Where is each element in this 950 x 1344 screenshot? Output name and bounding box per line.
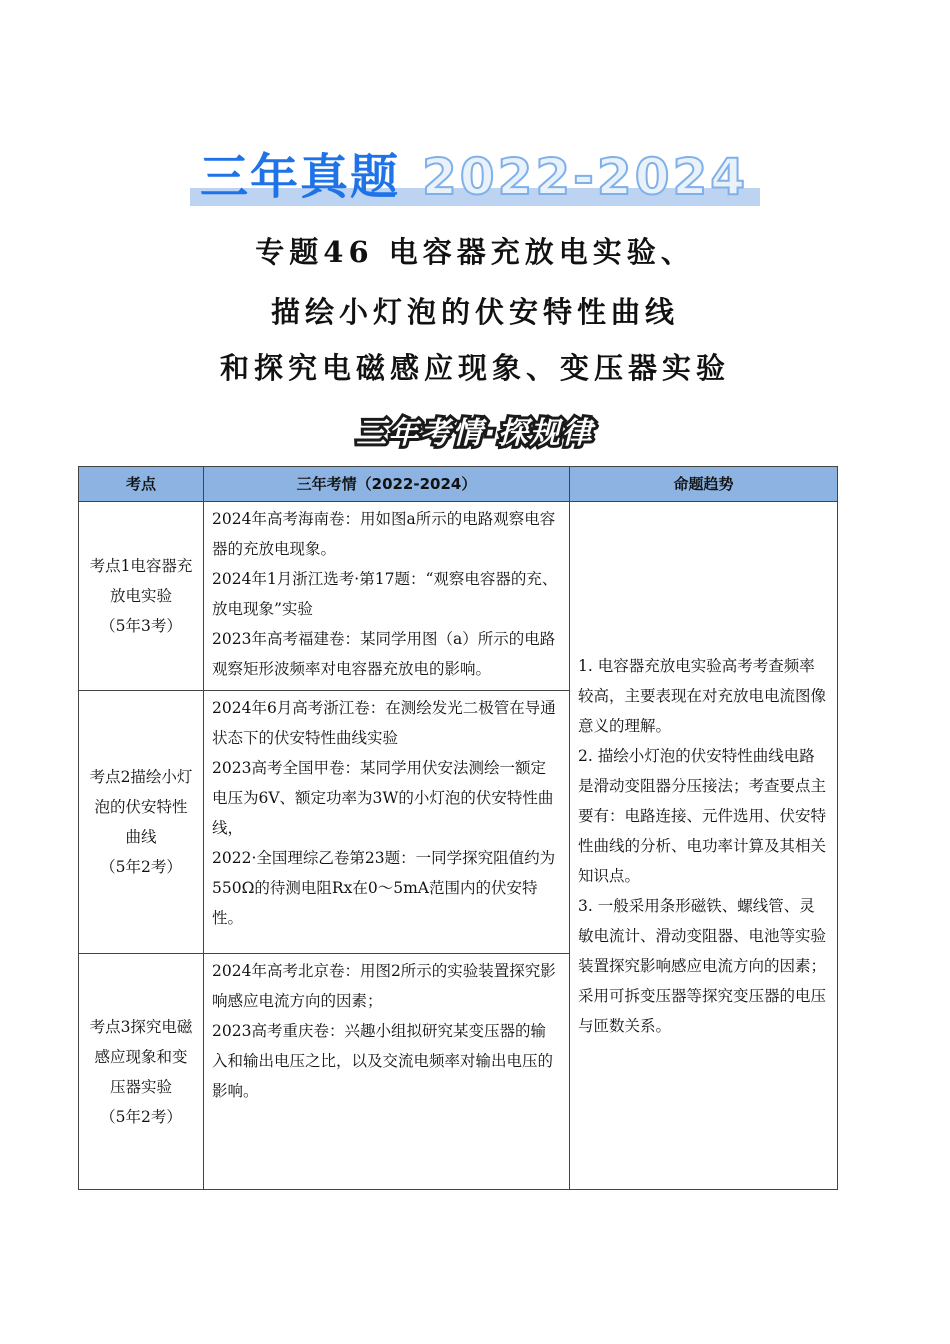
detail-item: 2024年6月高考浙江卷：在测绘发光二极管在导通状态下的伏安特性曲线实验 xyxy=(212,699,556,747)
banner-years-text: 2022-2024 xyxy=(422,148,749,206)
trend-cell xyxy=(570,502,838,1190)
detail-item: 2022·全国理综乙卷第23题：一同学探究阻值约为550Ω的待测电阻Rx在0～5mA范围内的伏安特性。 xyxy=(212,849,556,927)
trend-item: 1. 电容器充放电实验高考考查频率较高，主要表现在对充放电电流图像意义的理解。 xyxy=(578,656,827,735)
point-count: （5年2考） xyxy=(100,858,182,876)
banner-cjk-text: 三年真题 xyxy=(200,149,401,205)
detail-item: 2023高考重庆卷：兴趣小组拟研究某变压器的输入和输出电压之比，以及交流电频率对输出电压的影响。 xyxy=(212,1022,554,1100)
point-count: （5年3考） xyxy=(100,617,182,635)
detail-cell xyxy=(204,502,570,691)
point-cell xyxy=(79,691,204,954)
point-name: 考点1电容器充放电实验 xyxy=(89,557,193,605)
detail-cell xyxy=(204,691,570,954)
point-name: 考点3探究电磁感应现象和变压器实验 xyxy=(89,1017,193,1096)
detail-item: 2023年高考福建卷：某同学用图（a）所示的电路观察矩形波频率对电容器充放电的影响。 xyxy=(212,630,556,678)
point-cell xyxy=(79,954,204,1190)
title-line-1: 专题46 电容器充放电实验、 xyxy=(255,235,695,269)
header-point: 考点 xyxy=(79,467,204,502)
detail-item: 2024年高考海南卷：用如图a所示的电路观察电容器的充放电现象。 xyxy=(212,510,556,558)
section-banner xyxy=(330,413,620,455)
trend-item: 2. 描绘小灯泡的伏安特性曲线电路是滑动变阻器分压接法；考查要点主要有：电路连接、元件选用、伏安特性曲线的分析、电功率计算及其相关知识点。 xyxy=(578,746,827,885)
point-name: 考点2描绘小灯泡的伏安特性曲线 xyxy=(89,768,193,846)
title-line-2: 描绘小灯泡的伏安特性曲线 xyxy=(270,295,679,329)
point-cell xyxy=(79,502,204,691)
detail-cell xyxy=(204,954,570,1190)
title-line-3: 和探究电磁感应现象、变压器实验 xyxy=(219,351,730,385)
point-count: （5年2考） xyxy=(100,1107,182,1126)
detail-item: 2024年1月浙江选考·第17题：“观察电容器的充、放电现象”实验 xyxy=(212,570,558,618)
header-trend: 命题趋势 xyxy=(570,467,838,502)
table-header-row xyxy=(79,467,838,502)
section-banner-text: 三年考情·探规律 xyxy=(356,416,594,451)
exam-analysis-table xyxy=(78,466,838,1190)
trend-item: 3. 一般采用条形磁铁、螺线管、灵敏电流计、滑动变阻器、电池等实验装置探究影响感应电流方向的因素；采用可拆变压器等探究变压器的电压与匝数关系。 xyxy=(578,896,827,1035)
detail-item: 2024年高考北京卷：用图2所示的实验装置探究影响感应电流方向的因素； xyxy=(212,962,556,1010)
header-exam-history: 三年考情（2022-2024） xyxy=(204,467,570,502)
header-banner xyxy=(190,148,760,206)
detail-item: 2023高考全国甲卷：某同学用伏安法测绘一额定电压为6V、额定功率为3W的小灯泡的伏安特性曲线， xyxy=(212,759,554,837)
table-row xyxy=(79,502,838,691)
